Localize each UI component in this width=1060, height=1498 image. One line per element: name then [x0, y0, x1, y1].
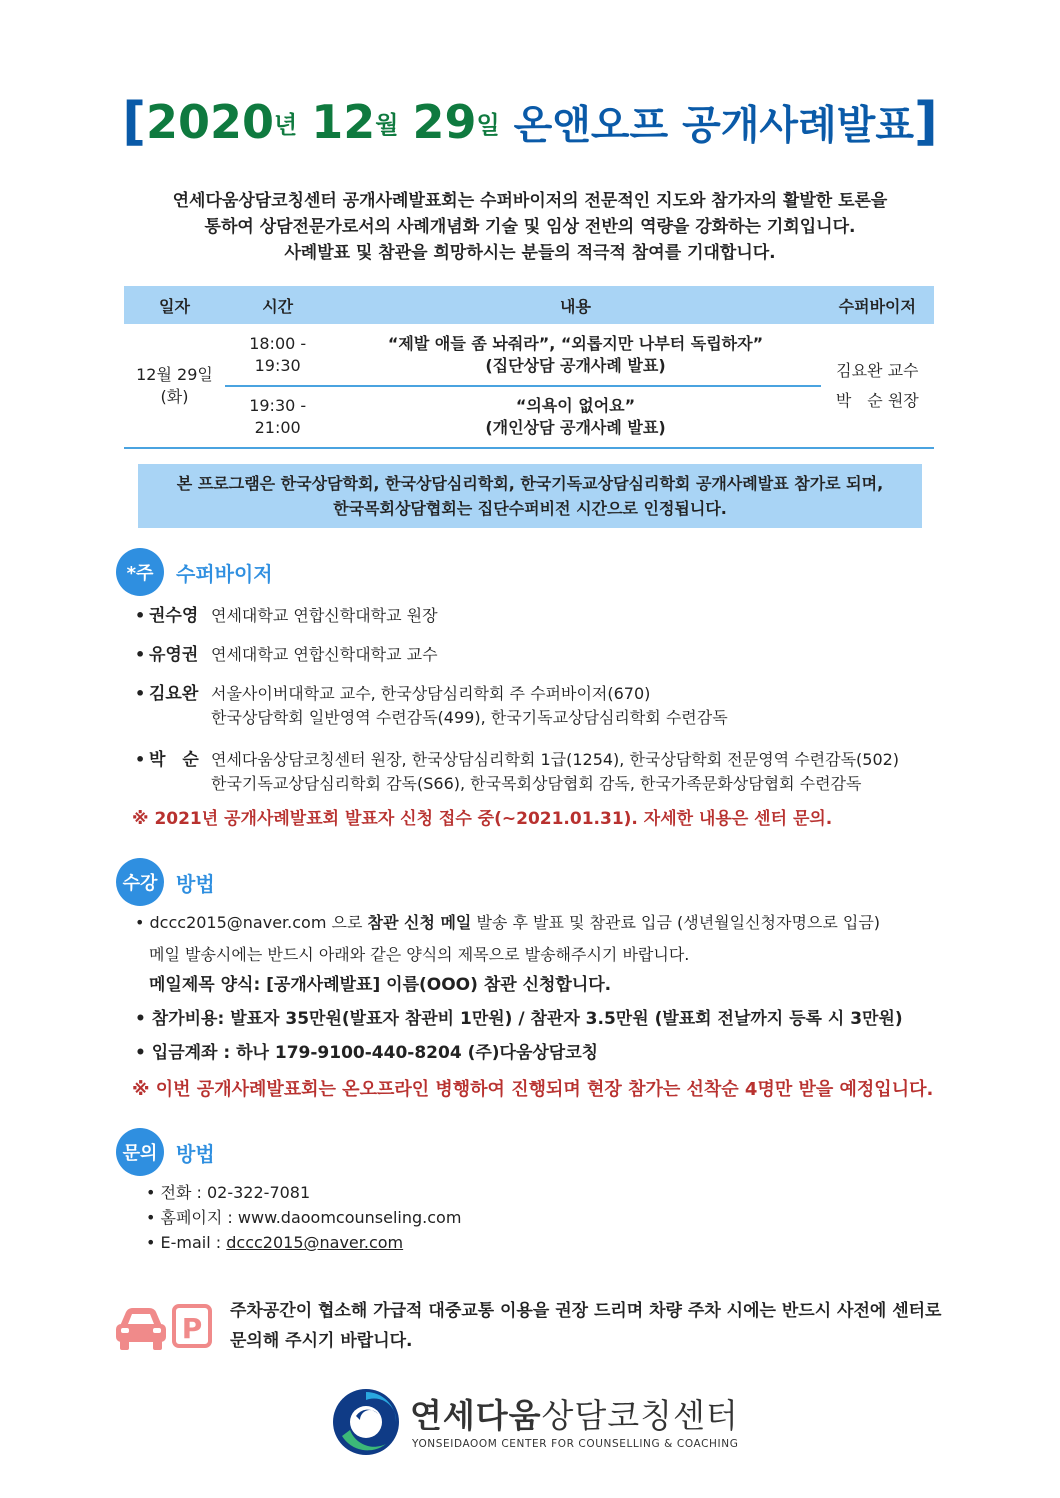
title-event: 온앤오프 공개사례발표: [513, 102, 914, 149]
title-year-unit: 년: [274, 110, 298, 139]
content-title: “의욕이 없어요”: [515, 396, 636, 415]
time-end: 21:00: [254, 418, 301, 437]
header-content: 내용: [330, 286, 820, 324]
time-start: 18:00 -: [249, 333, 307, 353]
howto-text: • dccc2015@naver.com 으로: [135, 913, 368, 932]
car-icon: [116, 1308, 166, 1350]
parking-line: 주차공간이 협소해 가급적 대중교통 이용을 권장 드리며 차량 주차 시에는 반드시 사전에 센터로: [230, 1301, 942, 1321]
email-link[interactable]: dccc2015@naver.com: [226, 1233, 404, 1252]
header-time: 시간: [225, 286, 330, 324]
title-day: 29: [412, 95, 477, 149]
intro-text: [0, 188, 1060, 266]
header-date: 일자: [124, 286, 225, 324]
logo-name-light: 상담코칭센터: [541, 1396, 739, 1435]
time-start: 19:30 -: [249, 396, 307, 415]
svg-text:P: P: [181, 1312, 203, 1345]
logo-name-bold: 연세다움: [410, 1396, 542, 1435]
car-parking-icon: [112, 1300, 216, 1354]
section-badge: 문의: [116, 1128, 164, 1176]
notice-line: 한국목회상담협회는 집단수퍼비전 시간으로 인정됩니다.: [333, 499, 727, 518]
contact-list: [146, 1180, 461, 1255]
desc-line: 한국기독교상담심리학회 감독(S66), 한국목회상담협회 감독, 한국가족문화상담협회 수련감독: [211, 774, 862, 793]
desc-line: 연세대학교 연합신학대학교 교수: [211, 645, 438, 664]
intro-line: 연세다움상담코칭센터 공개사례발표회는 수퍼바이저의 전문적인 지도와 참가자의 활발한 토론을: [172, 191, 888, 211]
accreditation-notice: [138, 464, 922, 528]
section-title: 방법: [176, 1141, 215, 1166]
content-type: (개인상담 공개사례 발표): [485, 418, 666, 437]
title-month: 12: [311, 95, 376, 149]
account-value: : 하나 179-9100-440-8204 (주)다움상담코칭: [217, 1043, 599, 1063]
schedule-row: [124, 324, 934, 386]
account-line: [135, 1040, 1035, 1066]
intro-line: 사례발표 및 참관을 희망하시는 분들의 적극적 참여를 기대합니다.: [284, 243, 776, 263]
supervisor-name: 김요완 교수: [836, 360, 919, 380]
applicant-notice: ※ 2021년 공개사례발표회 발표자 신청 접수 중(~2021.01.31). 자세한 내용은 센터 문의.: [132, 809, 833, 829]
parking-sign-icon: [174, 1306, 210, 1346]
schedule-content: [330, 386, 820, 448]
schedule-header-row: [124, 286, 934, 324]
howto-emphasis: 참관 신청 메일: [367, 913, 472, 932]
desc-line: 연세다움상담코칭센터 원장, 한국상담심리학회 1급(1254), 한국상담학회 전문영역 수련감독(502): [211, 750, 900, 769]
bullet: •: [135, 606, 146, 625]
logo-english: YONSEIDAOOM CENTER FOR COUNSELLING & COACHING: [412, 1438, 739, 1450]
supervisor-name: 권수영: [149, 606, 199, 626]
section-badge: *주: [116, 548, 164, 596]
supervisor-name: 유영권: [149, 645, 199, 665]
onsite-notice: ※ 이번 공개사례발표회는 온오프라인 병행하여 진행되며 현장 참가는 선착순 4명만 받을 예정입니다.: [132, 1079, 934, 1100]
notice-line: 본 프로그램은 한국상담학회, 한국상담심리학회, 한국기독교상담심리학회 공개사례발표 참가로 되며,: [176, 474, 884, 493]
bullet: •: [135, 684, 146, 703]
mail-subject-format: 메일제목 양식: [공개사례발표] 이름(OOO) 참관 신청합니다.: [149, 975, 612, 995]
schedule-time: [225, 324, 330, 386]
parking-line: 문의해 주시기 바랍니다.: [230, 1331, 413, 1351]
title-day-unit: 일: [476, 110, 500, 139]
desc-line: 연세대학교 연합신학대학교 원장: [211, 606, 438, 625]
schedule-table: [124, 286, 934, 449]
parking-notice: [112, 1296, 972, 1356]
supervisor-desc: [211, 643, 1011, 667]
supervisor-desc: [211, 748, 1011, 796]
content-type: (집단상담 공개사례 발표): [485, 355, 666, 375]
supervisor-desc: [211, 604, 1011, 628]
logo-swirl-icon: [330, 1386, 402, 1458]
schedule-date: [124, 324, 225, 448]
title-bracket-open: [: [122, 92, 147, 152]
desc-line: 서울사이버대학교 교수, 한국상담심리학회 주 수퍼바이저(670): [211, 684, 651, 703]
fee-line: • 참가비용: 발표자 35만원(발표자 참관비 1만원) / 참관자 3.5만원 (발표회 전날까지 등록 시 3만원): [135, 1009, 903, 1029]
content-title: “제발 애들 좀 놔줘라”, “외롭지만 나부터 독립하자”: [387, 333, 764, 353]
contact-heading: [116, 1128, 215, 1176]
section-badge: 수강: [116, 858, 164, 906]
desc-line: 한국상담학회 일반영역 수련감독(499), 한국기독교상담심리학회 수련감독: [211, 708, 728, 727]
page-title: [0, 92, 1060, 152]
contact-email-line: [146, 1230, 461, 1255]
email-label: • E-mail :: [146, 1233, 227, 1252]
account-label: • 입금계좌: [135, 1043, 218, 1063]
howto-line: 메일 발송시에는 반드시 아래와 같은 양식의 제목으로 발송해주시기 바랍니다.: [149, 945, 690, 964]
contact-homepage: • 홈페이지 : www.daoomcounseling.com: [146, 1208, 462, 1227]
supervisor-name: 박 순 원장: [835, 390, 919, 410]
supervisor-name: 박 순: [149, 750, 199, 770]
parking-text: [230, 1296, 941, 1356]
howto-line: [135, 910, 1035, 936]
section-title: 수퍼바이저: [176, 561, 273, 586]
supervisor-desc: [211, 682, 1011, 730]
contact-phone: • 전화 : 02-322-7081: [146, 1183, 311, 1202]
schedule-content: [330, 324, 820, 386]
center-logo: [330, 1386, 750, 1466]
section-title: 방법: [176, 871, 215, 896]
logo-name: [410, 1390, 739, 1437]
header-supervisor: 수퍼바이저: [821, 286, 934, 324]
time-end: 19:30: [254, 355, 301, 375]
title-year: 2020: [146, 95, 275, 149]
weekday-line: (화): [160, 386, 189, 406]
howto-text: 발송 후 발표 및 참관료 입금 (생년월일신청자명으로 입금): [471, 913, 881, 932]
schedule-row: [124, 386, 934, 448]
bullet: •: [135, 750, 146, 769]
title-month-unit: 월: [375, 110, 399, 139]
schedule-supervisors: [821, 324, 934, 448]
intro-line: 통하여 상담전문가로서의 사례개념화 기술 및 임상 전반의 역량을 강화하는 기회입니다.: [204, 217, 856, 237]
supervisors-heading: [116, 548, 273, 596]
howto-heading: [116, 858, 215, 906]
bullet: •: [135, 645, 146, 664]
supervisor-name: 김요완: [149, 684, 199, 704]
title-bracket-close: ]: [913, 92, 938, 152]
date-line: 12월 29일: [136, 364, 213, 384]
schedule-time: [225, 386, 330, 448]
